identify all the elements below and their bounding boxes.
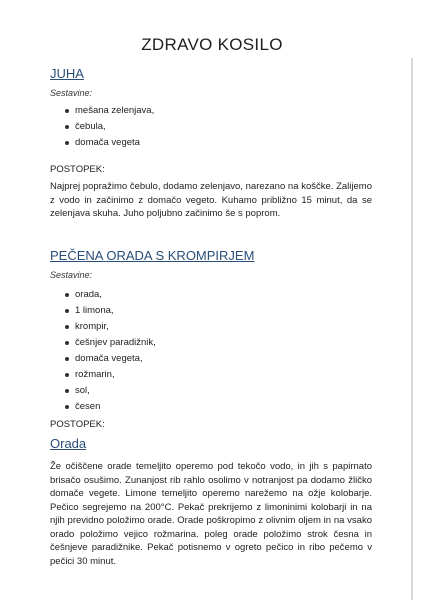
list-item: krompir, [50, 319, 156, 335]
scan-edge-line [411, 58, 413, 600]
bullet-icon [65, 293, 69, 297]
soup-procedure-label: POSTOPEK: [50, 164, 105, 175]
main-ingredients-label: Sestavine: [50, 270, 93, 280]
bullet-icon [65, 357, 69, 361]
list-item: sol, [50, 383, 156, 399]
list-item: česen [50, 399, 156, 415]
soup-procedure-text: Najprej popražimo čebulo, dodamo zelenjavo, narezano na koščke. Zalijemo z vodo in začinimo z domačo vegeto. Kuhamo približno 15 minut, da se zelenjava skuha. Juho poljubno začinimo še s poprom. [50, 181, 372, 219]
bullet-icon [65, 325, 69, 329]
main-ingredient-list [50, 287, 156, 415]
soup-ingredient-list [50, 103, 154, 151]
bullet-icon [65, 109, 69, 113]
soup-ingredients-label: Sestavine: [50, 88, 93, 98]
bullet-icon [65, 125, 69, 129]
bullet-icon [65, 141, 69, 145]
subheading-orada: Orada [50, 436, 87, 451]
bullet-icon [65, 405, 69, 409]
section-heading-main: PEČENA ORADA S KROMPIRJEM [50, 248, 255, 263]
list-item: mešana zelenjava, [50, 103, 154, 119]
bullet-icon [65, 309, 69, 313]
list-item: rožmarin, [50, 367, 156, 383]
section-heading-soup: JUHA [50, 66, 84, 81]
page-title: ZDRAVO KOSILO [141, 35, 283, 54]
list-item: domača vegeta [50, 135, 154, 151]
main-procedure-text: Že očiščene orade temeljito operemo pod tekočo vodo, in jih s papirnato brisačo osušimo. Zunanjost rib rahlo osolimo v notranjost pa dodamo žličko domače vegete. Limone temeljito operemo narežemo na ožje kolobarje. Pečico segrejemo na 200°C. Pekač prekrijemo z limoninimi kolobarji in na njih previdno položimo orade. Orade poškropimo z olivnim oljem in na vsako orado položimo vejico rožmarina. poleg orade položimo strok česna in češnjeve paradižnike. Pekač potisnemo v ogreto pečico in ribo pečemo v pečici 30 minut. [50, 461, 372, 567]
list-item: čebula, [50, 119, 154, 135]
bullet-icon [65, 341, 69, 345]
bullet-icon [65, 373, 69, 377]
bullet-icon [65, 389, 69, 393]
list-item: orada, [50, 287, 156, 303]
list-item: domača vegeta, [50, 351, 156, 367]
main-procedure-label: POSTOPEK: [50, 419, 105, 430]
list-item: češnjev paradižnik, [50, 335, 156, 351]
list-item: 1 limona, [50, 303, 156, 319]
